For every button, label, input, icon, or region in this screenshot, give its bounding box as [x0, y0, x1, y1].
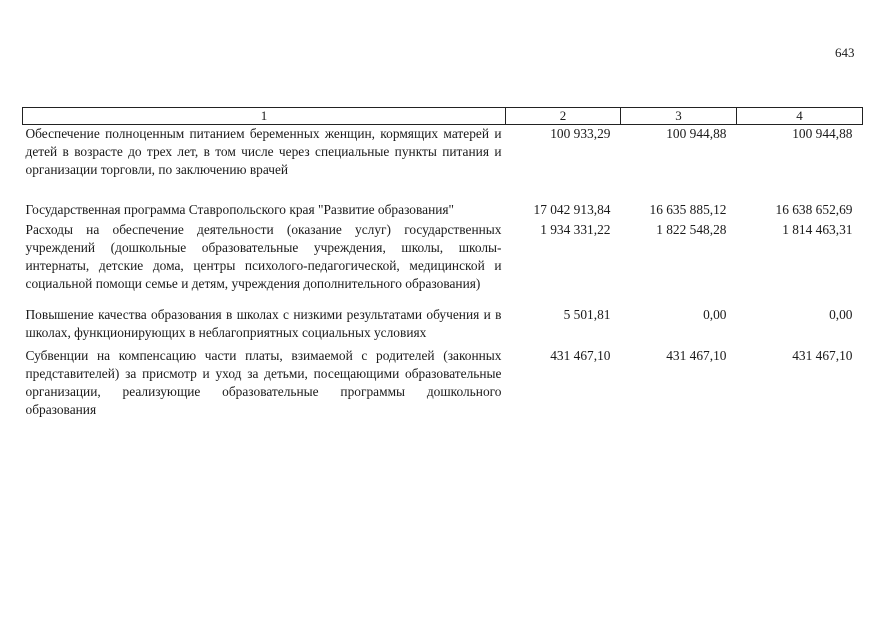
row-value-col4: 100 944,88	[792, 126, 853, 141]
row-value-col3: 0,00	[703, 307, 727, 322]
row-value-col4: 1 814 463,31	[782, 222, 853, 237]
row-value-col2: 1 934 331,22	[540, 222, 611, 237]
table-header-row	[23, 108, 863, 125]
column-header-2: 2	[506, 108, 621, 125]
row-value-col2: 5 501,81	[563, 307, 611, 322]
row-value-col3: 1 822 548,28	[656, 222, 727, 237]
table-row	[23, 306, 863, 347]
row-value-col3: 431 467,10	[666, 348, 727, 363]
column-header-3: 3	[621, 108, 737, 125]
table-row	[23, 347, 863, 419]
column-header-4: 4	[737, 108, 863, 125]
row-value-col3: 100 944,88	[666, 126, 727, 141]
row-value-col2: 17 042 913,84	[533, 202, 611, 217]
table-row	[23, 125, 863, 200]
budget-table	[22, 107, 863, 419]
row-value-col3: 16 635 885,12	[649, 202, 727, 217]
row-value-col4: 0,00	[829, 307, 853, 322]
table-row	[23, 199, 863, 221]
column-header-1: 1	[23, 108, 506, 125]
row-value-col2: 431 467,10	[550, 348, 611, 363]
row-description: Расходы на обеспечение деятельности (оказание услуг) государственных учреждений (дошкольные образовательные учреждения, школы, школы-интернаты, детские дома, центры психолого-педагогической, медицинской и социальной помощи семье и детям, учреждения дополнительного образования)	[25, 222, 502, 291]
row-description: Субвенции на компенсацию части платы, взимаемой с родителей (законных представителей) за присмотр и уход за детьми, посещающими образовательные организации, реализующие образовательные программы дошкольного образования	[25, 348, 502, 417]
page-number: 643	[835, 45, 855, 60]
table-row	[23, 221, 863, 306]
row-value-col2: 100 933,29	[550, 126, 611, 141]
row-value-col4: 16 638 652,69	[775, 202, 853, 217]
row-description: Государственная программа Ставропольского края "Развитие образования"	[25, 202, 455, 217]
row-description: Повышение качества образования в школах с низкими результатами обучения и в школах, функционирующих в неблагоприятных социальных условиях	[25, 307, 502, 340]
row-description: Обеспечение полноценным питанием беременных женщин, кормящих матерей и детей в возрасте до трех лет, в том числе через специальные пункты питания и организации торговли, по заключению врачей	[25, 126, 502, 177]
row-value-col4: 431 467,10	[792, 348, 853, 363]
